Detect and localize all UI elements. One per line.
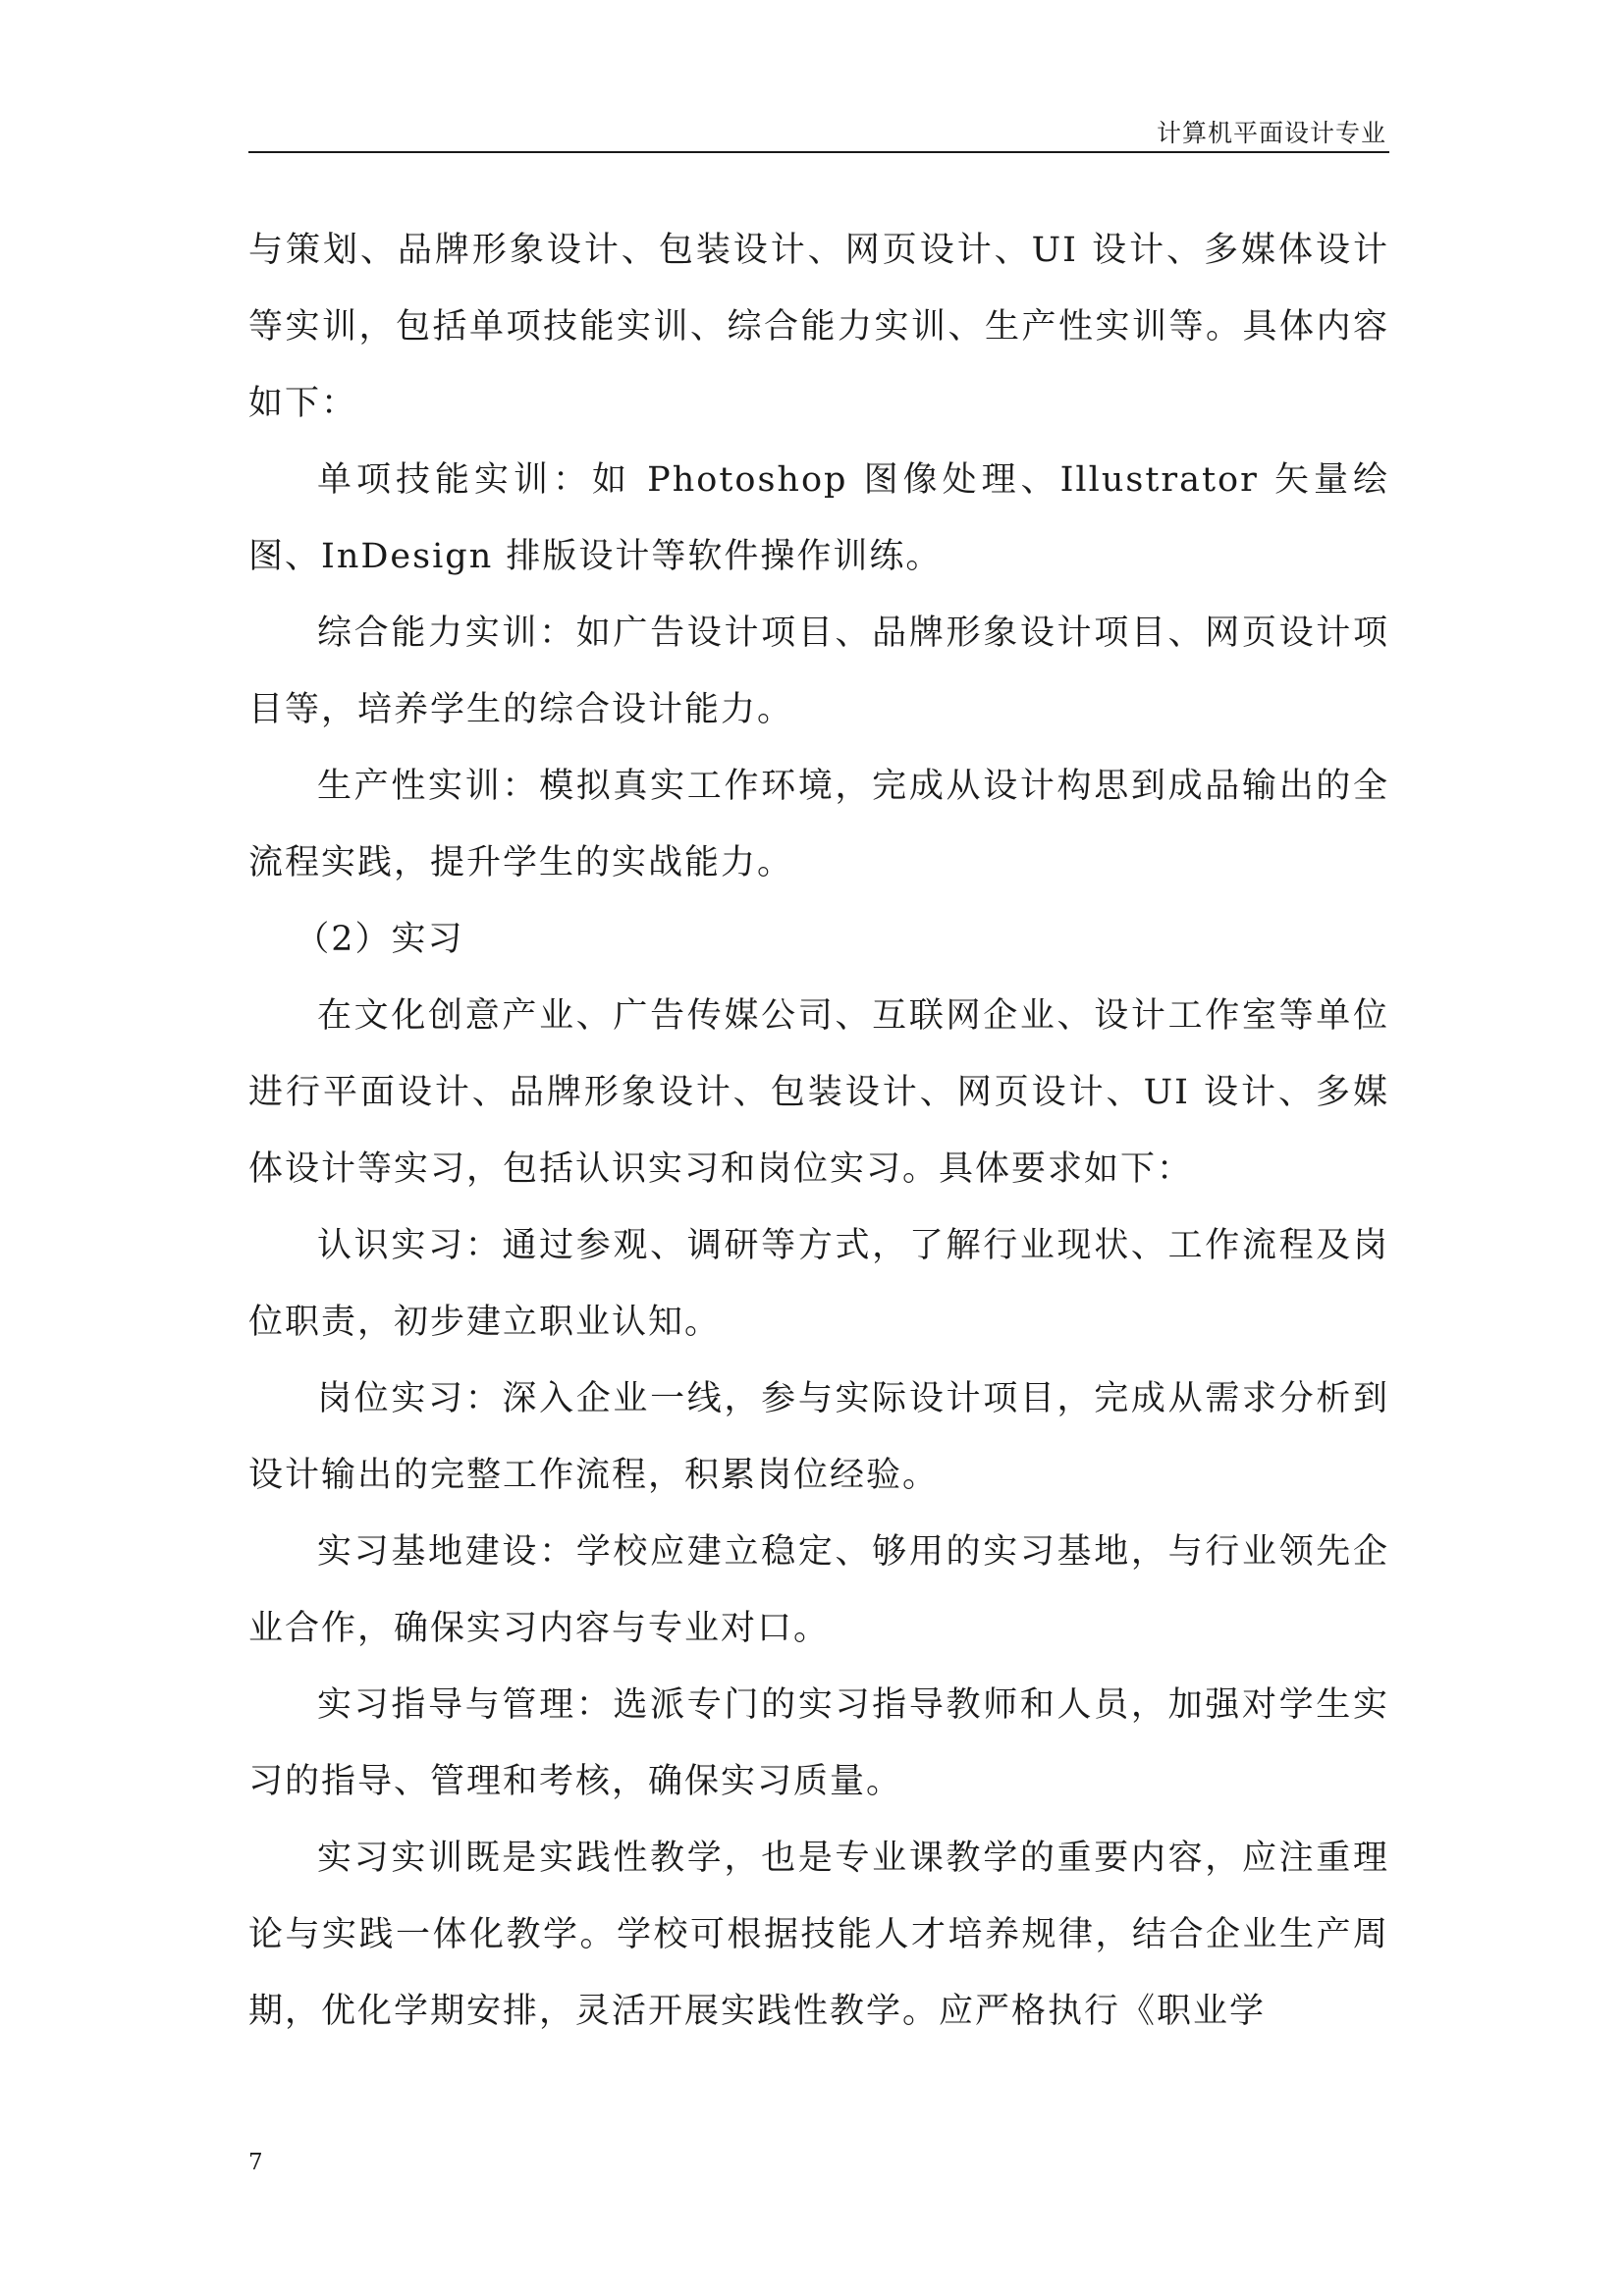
paragraph-practical-teaching: 实习实训既是实践性教学，也是专业课教学的重要内容，应注重理论与实践一体化教学。学校可根据技能人才培养规律，结合企业生产周期，优化学期安排，灵活开展实践性教学。应严格执行《职业学 <box>248 1839 1389 2031</box>
page-number: 7 <box>248 2150 263 2175</box>
paragraph-internship-base: 实习基地建设：学校应建立稳定、够用的实习基地，与行业领先企业合作，确保实习内容与专业对口。 <box>248 1532 1389 1648</box>
header-divider <box>248 151 1389 153</box>
section-heading-internship: （2）实习 <box>295 920 464 959</box>
paragraph-cognitive-internship: 认识实习：通过参观、调研等方式，了解行业现状、工作流程及岗位职责，初步建立职业认知。 <box>248 1226 1389 1342</box>
paragraph-post-internship: 岗位实习：深入企业一线，参与实际设计项目，完成从需求分析到设计输出的完整工作流程，积累岗位经验。 <box>248 1379 1389 1495</box>
paragraph-internship-guidance: 实习指导与管理：选派专门的实习指导教师和人员，加强对学生实习的指导、管理和考核，确保实习质量。 <box>248 1685 1389 1801</box>
paragraph-continuation: 与策划、品牌形象设计、包装设计、网页设计、UI 设计、多媒体设计等实训，包括单项技能实训、综合能力实训、生产性实训等。具体内容如下： <box>248 231 1389 423</box>
running-header: 计算机平面设计专业 <box>1156 119 1386 147</box>
body-text <box>248 212 1389 2050</box>
paragraph-comprehensive-training: 综合能力实训：如广告设计项目、品牌形象设计项目、网页设计项目等，培养学生的综合设计能力。 <box>248 614 1389 729</box>
paragraph-single-skill-training: 单项技能实训：如 Photoshop 图像处理、Illustrator 矢量绘图、InDesign 排版设计等软件操作训练。 <box>248 460 1389 576</box>
paragraph-productive-training: 生产性实训：模拟真实工作环境，完成从设计构思到成品输出的全流程实践，提升学生的实战能力。 <box>248 767 1389 882</box>
paragraph-internship-intro: 在文化创意产业、广告传媒公司、互联网企业、设计工作室等单位进行平面设计、品牌形象设计、包装设计、网页设计、UI 设计、多媒体设计等实习，包括认识实习和岗位实习。具体要求如下： <box>248 996 1389 1189</box>
